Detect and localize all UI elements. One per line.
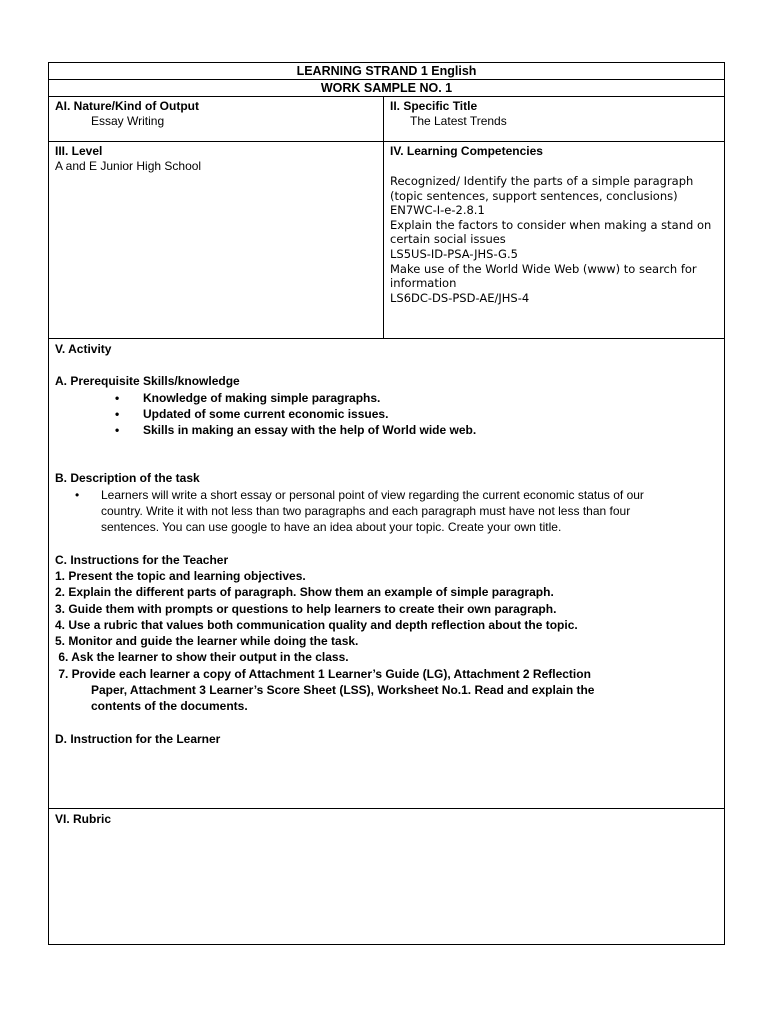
bullet-icon: •: [115, 406, 120, 421]
output-value: Essay Writing: [91, 114, 165, 128]
work-sample-text: WORK SAMPLE NO. 1: [320, 81, 453, 95]
output-title-row: [49, 97, 724, 142]
prereq-item-text: Updated of some current economic issues.: [143, 406, 389, 421]
bullet-icon: •: [115, 390, 120, 405]
teacher-step: 6. Ask the learner to show their output in the class.: [55, 650, 349, 665]
level-label: III. Level: [55, 144, 103, 158]
teacher-step: 4. Use a rubric that values both communication quality and depth reflection about the topic.: [55, 617, 578, 632]
prereq-label: A. Prerequisite Skills/knowledge: [55, 374, 240, 389]
level-competencies-row: [49, 142, 724, 339]
competency-code: LS6DC-DS-PSD-AE/JHS-4: [390, 290, 530, 305]
teacher-step: 1. Present the topic and learning objectives.: [55, 568, 306, 583]
teacher-step: 7. Provide each learner a copy of Attachment 1 Learner’s Guide (LG), Attachment 2 Reflection: [55, 666, 591, 681]
rubric-section: [49, 809, 724, 944]
competency-code: EN7WC-I-e-2.8.1: [390, 203, 485, 218]
work-sample-sheet: [48, 62, 725, 945]
task-description-line: sentences. You can use google to have an idea about your topic. Create your own title.: [101, 520, 562, 535]
output-label: AI. Nature/Kind of Output: [55, 99, 199, 113]
competency-line: Make use of the World Wide Web (www) to search for: [390, 261, 697, 276]
activity-label: V. Activity: [55, 342, 112, 356]
competency-code: LS5US-ID-PSA-JHS-G.5: [390, 246, 518, 261]
teacher-step-continued: Paper, Attachment 3 Learner’s Score Sheet (LSS), Worksheet No.1. Read and explain the: [91, 683, 595, 698]
output-cell: [49, 97, 384, 141]
competency-line: certain social issues: [390, 232, 506, 247]
prereq-item: [55, 390, 718, 406]
prereq-list: [55, 390, 718, 439]
task-description-label: B. Description of the task: [55, 471, 200, 486]
competency-line: (topic sentences, support sentences, conclusions): [390, 188, 678, 203]
competency-line: Explain the factors to consider when making a stand on: [390, 217, 712, 232]
learning-strand-text: LEARNING STRAND 1 English: [296, 64, 477, 78]
learner-instructions-label: D. Instruction for the Learner: [55, 731, 221, 746]
teacher-instructions-label: C. Instructions for the Teacher: [55, 552, 229, 567]
specific-title-cell: [384, 97, 724, 141]
teacher-step: 3. Guide them with prompts or questions to help learners to create their own paragraph.: [55, 601, 557, 616]
prereq-item: [55, 406, 718, 422]
teacher-instructions-list: [55, 568, 718, 715]
task-description-list: [55, 487, 718, 536]
activity-section: [49, 339, 724, 809]
prereq-item: [55, 422, 718, 438]
bullet-icon: •: [75, 487, 80, 502]
competencies-list: [390, 174, 718, 305]
level-value: A and E Junior High School: [55, 159, 202, 173]
task-description-item: [55, 487, 718, 536]
teacher-step: 2. Explain the different parts of paragraph. Show them an example of simple paragraph.: [55, 585, 554, 600]
level-cell: [49, 142, 384, 338]
competencies-cell: [384, 142, 724, 338]
competency-line: Recognized/ Identify the parts of a simple paragraph: [390, 174, 694, 188]
teacher-step-continued: contents of the documents.: [91, 699, 248, 714]
rubric-label: VI. Rubric: [55, 812, 112, 826]
prereq-item-text: Knowledge of making simple paragraphs.: [143, 390, 381, 405]
specific-title-label: II. Specific Title: [390, 99, 478, 113]
teacher-step: 5. Monitor and guide the learner while doing the task.: [55, 634, 359, 649]
learning-strand-title: [49, 63, 724, 80]
prereq-item-text: Skills in making an essay with the help of World wide web.: [143, 423, 477, 438]
bullet-icon: •: [115, 423, 120, 438]
specific-title-value: The Latest Trends: [410, 114, 507, 128]
task-description-line: country. Write it with not less than two paragraphs and each paragraph must have not less than four: [101, 504, 631, 519]
task-description-line: Learners will write a short essay or personal point of view regarding the current economic status of our: [101, 487, 644, 502]
competency-line: information: [390, 276, 457, 291]
work-sample-title: [49, 80, 724, 97]
competencies-label: IV. Learning Competencies: [390, 144, 543, 158]
